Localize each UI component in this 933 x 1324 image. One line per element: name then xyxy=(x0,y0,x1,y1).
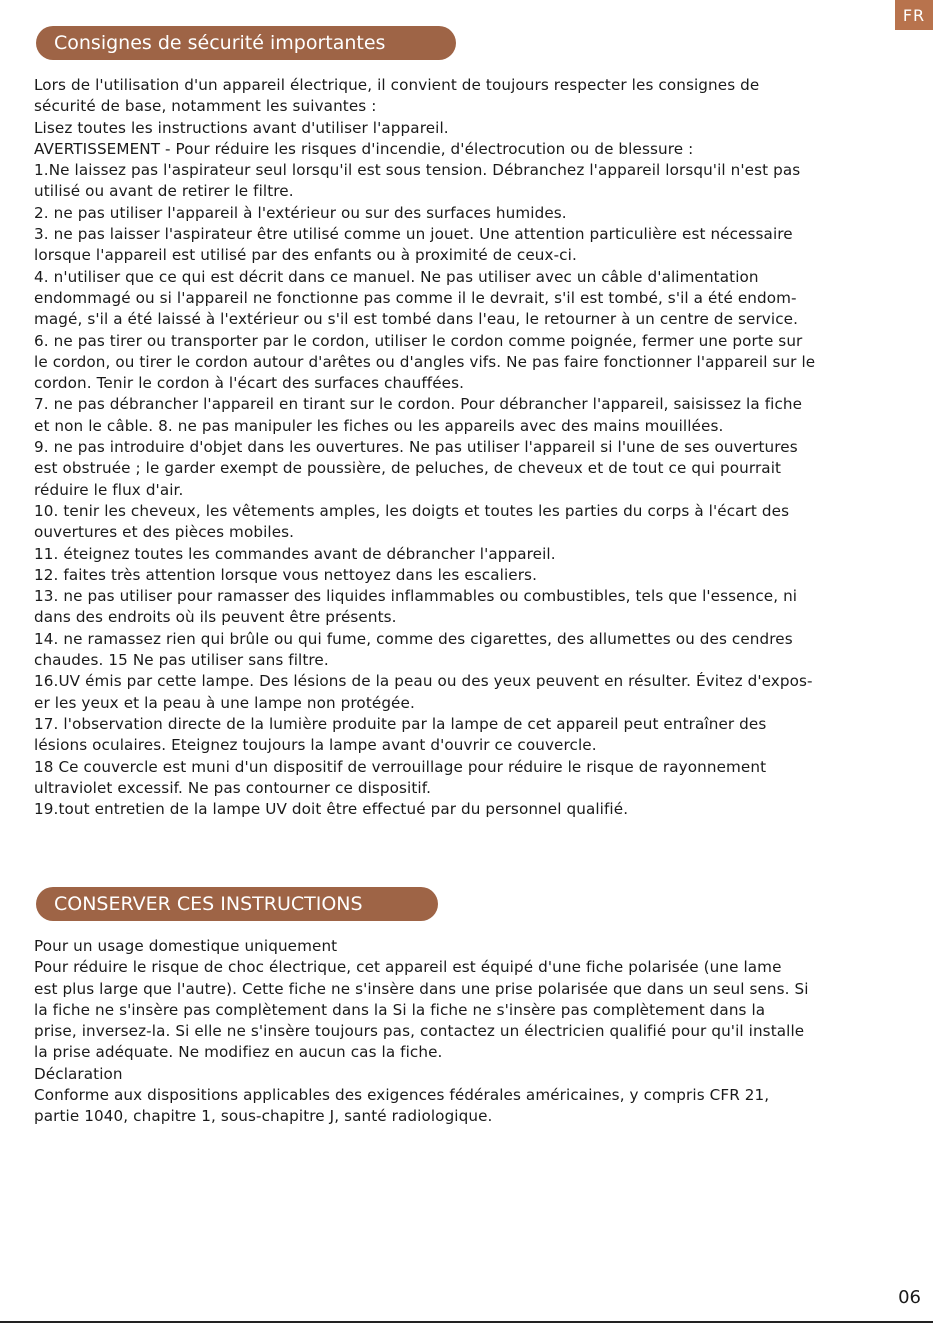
text-line: Déclaration xyxy=(34,1064,123,1083)
text-line: 13. ne pas utiliser pour ramasser des liquides inflammables ou combustibles, tels que l'essence, ni xyxy=(34,587,798,606)
text-line: prise, inversez-la. Si elle ne s'insère toujours pas, contactez un électricien qualifié pour qu'il installe xyxy=(34,1022,805,1041)
text-line: est obstruée ; le garder exempt de poussière, de peluches, de cheveux et de tout ce qui pourrait xyxy=(34,459,782,478)
text-line: 12. faites très attention lorsque vous nettoyez dans les escaliers. xyxy=(34,565,537,584)
text-line: 7. ne pas débrancher l'appareil en tirant sur le cordon. Pour débrancher l'appareil, saisissez la fiche xyxy=(34,395,803,414)
text-line: 17. l'observation directe de la lumière produite par la lampe de cet appareil peut entraîner des xyxy=(34,714,767,733)
text-line: partie 1040, chapitre 1, sous-chapitre J, santé radiologique. xyxy=(34,1107,493,1126)
text-line: 6. ne pas tirer ou transporter par le cordon, utiliser le cordon comme poignée, fermer une porte sur xyxy=(34,331,803,350)
text-line: 18 Ce couvercle est muni d'un dispositif de verrouillage pour réduire le risque de rayonnement xyxy=(34,757,767,776)
text-line: dans des endroits où ils peuvent être présents. xyxy=(34,608,397,627)
safety-instructions-text xyxy=(34,75,914,820)
domestic-use-text xyxy=(34,936,914,1128)
text-line: Lisez toutes les instructions avant d'utiliser l'appareil. xyxy=(34,118,449,137)
text-line: magé, s'il a été laissé à l'extérieur ou s'il est tombé dans l'eau, le retourner à un centre de service. xyxy=(34,310,799,329)
section-heading-safety-label: Consignes de sécurité importantes xyxy=(54,32,386,54)
text-line: Conforme aux dispositions applicables des exigences fédérales américaines, y compris CFR 21, xyxy=(34,1086,770,1105)
language-tab: FR xyxy=(895,0,933,30)
text-line: 14. ne ramassez rien qui brûle ou qui fume, comme des cigarettes, des allumettes ou des cendres xyxy=(34,629,793,648)
text-line: 10. tenir les cheveux, les vêtements amples, les doigts et toutes les parties du corps à l'écart des xyxy=(34,501,790,520)
text-line: ultraviolet excessif. Ne pas contourner ce dispositif. xyxy=(34,778,432,797)
text-line: 9. ne pas introduire d'objet dans les ouvertures. Ne pas utiliser l'appareil si l'une de ses ouvertures xyxy=(34,438,798,457)
text-line: cordon. Tenir le cordon à l'écart des surfaces chauffées. xyxy=(34,374,465,393)
text-line: endommagé ou si l'appareil ne fonctionne pas comme il le devrait, s'il est tombé, s'il a été endom- xyxy=(34,288,797,307)
text-line: et non le câble. 8. ne pas manipuler les fiches ou les appareils avec des mains mouillées. xyxy=(34,416,724,435)
text-line: le cordon, ou tirer le cordon autour d'arêtes ou d'angles vifs. Ne pas faire fonctionner l'appareil sur le xyxy=(34,352,816,371)
text-line: la fiche ne s'insère pas complètement dans la Si la fiche ne s'insère pas complètement dans la xyxy=(34,1000,766,1019)
footer-rule xyxy=(0,1321,933,1323)
text-line: utilisé ou avant de retirer le filtre. xyxy=(34,182,294,201)
text-line: la prise adéquate. Ne modifiez en aucun cas la fiche. xyxy=(34,1043,443,1062)
text-line: lésions oculaires. Eteignez toujours la lampe avant d'ouvrir ce couvercle. xyxy=(34,736,597,755)
text-line: AVERTISSEMENT - Pour réduire les risques d'incendie, d'électrocution ou de blessure : xyxy=(34,139,694,158)
text-line: er les yeux et la peau à une lampe non protégée. xyxy=(34,693,415,712)
text-line: 1.Ne laissez pas l'aspirateur seul lorsqu'il est sous tension. Débranchez l'appareil lorsqu'il n'est pas xyxy=(34,161,801,180)
text-line: sécurité de base, notamment les suivantes : xyxy=(34,97,377,116)
text-line: réduire le flux d'air. xyxy=(34,480,184,499)
text-line: Pour un usage domestique uniquement xyxy=(34,937,338,955)
text-line: Pour réduire le risque de choc électrique, cet appareil est équipé d'une fiche polarisée (une lame xyxy=(34,958,782,977)
text-line: chaudes. 15 Ne pas utiliser sans filtre. xyxy=(34,651,329,670)
section-heading-keep-instructions-label: CONSERVER CES INSTRUCTIONS xyxy=(54,893,363,915)
section-heading-safety xyxy=(36,26,456,60)
section-heading-keep-instructions xyxy=(36,887,438,921)
text-line: ouvertures et des pièces mobiles. xyxy=(34,523,295,542)
text-line: 19.tout entretien de la lampe UV doit être effectué par du personnel qualifié. xyxy=(34,800,629,819)
text-line: est plus large que l'autre). Cette fiche ne s'insère dans une prise polarisée que dans un seul sens. Si xyxy=(34,979,809,998)
text-line: Lors de l'utilisation d'un appareil électrique, il convient de toujours respecter les consignes de xyxy=(34,76,760,94)
text-line: 2. ne pas utiliser l'appareil à l'extérieur ou sur des surfaces humides. xyxy=(34,203,567,222)
text-line: 3. ne pas laisser l'aspirateur être utilisé comme un jouet. Une attention particulière est nécessaire xyxy=(34,225,793,244)
text-line: 16.UV émis par cette lampe. Des lésions de la peau ou des yeux peuvent en résulter. Évitez d'expos- xyxy=(34,672,813,691)
text-line: 11. éteignez toutes les commandes avant de débrancher l'appareil. xyxy=(34,544,556,563)
page-number: 06 xyxy=(898,1287,921,1308)
text-line: 4. n'utiliser que ce qui est décrit dans ce manuel. Ne pas utiliser avec un câble d'alimentation xyxy=(34,267,759,286)
text-line: lorsque l'appareil est utilisé par des enfants ou à proximité de ceux-ci. xyxy=(34,246,577,265)
